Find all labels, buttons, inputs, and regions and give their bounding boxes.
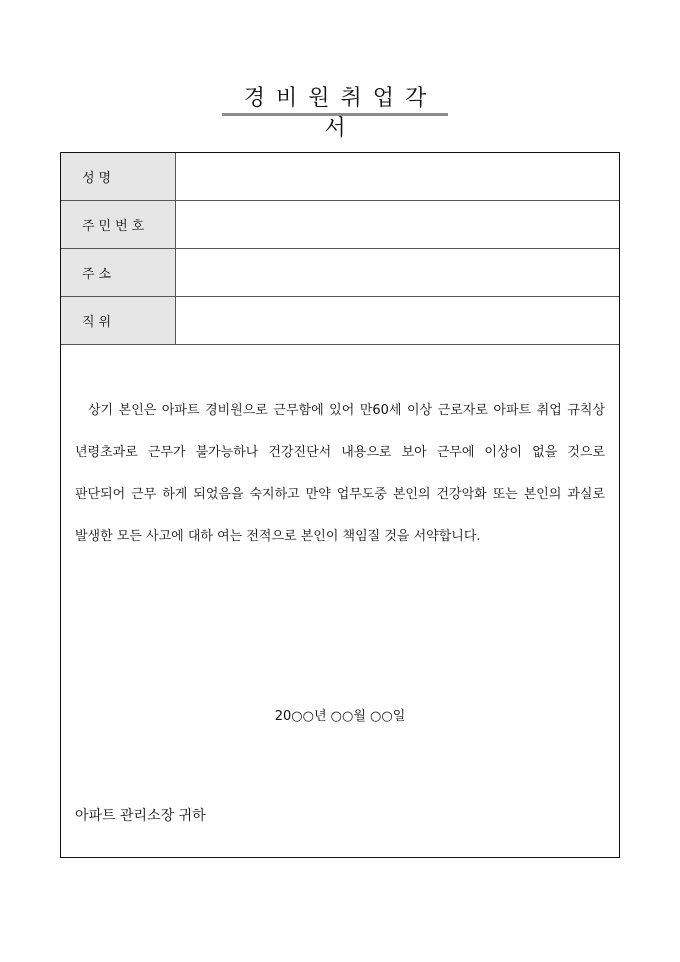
address-label-cell [61,249,176,297]
name-label: 성명 [82,171,116,186]
resident-number-label: 주민번호 [82,219,149,234]
address-value[interactable] [176,249,620,297]
document-frame [60,152,620,858]
title-underline [222,113,448,116]
address-label: 주소 [82,267,116,282]
name-label-cell [61,153,176,201]
addressee: 아파트 관리소장 귀하 [75,808,206,824]
name-value[interactable] [176,153,620,201]
table-row [61,201,619,249]
table-row [61,249,619,297]
pledge-paragraph: 상기 본인은 아파트 경비원으로 근무함에 있어 만60세 이상 근로자로 아파트 취업 규칙상 년령초과로 근무가 불가능하나 건강진단서 내용으로 보아 근무에 이상이 없을 것으로 판단되어 근무 하게 되었음을 숙지하고 만약 업무도중 본인의 건강악화 또는 본인의 과실로 발생한 모든 사고에 대하 여는 전적으로 본인이 책임질 것을 서약합니다. [75,403,605,544]
date-line: 20○○년 ○○월 ○○일 [274,709,406,724]
table-row [61,153,619,201]
position-label: 직위 [82,315,116,330]
table-row [61,297,619,345]
personal-info-table [61,153,619,345]
position-value[interactable] [176,297,620,345]
position-label-cell [61,297,176,345]
resident-number-value[interactable] [176,201,620,249]
document-title-block [222,84,448,141]
document-title: 경비원취업각서 [243,86,438,141]
resident-number-label-cell [61,201,176,249]
